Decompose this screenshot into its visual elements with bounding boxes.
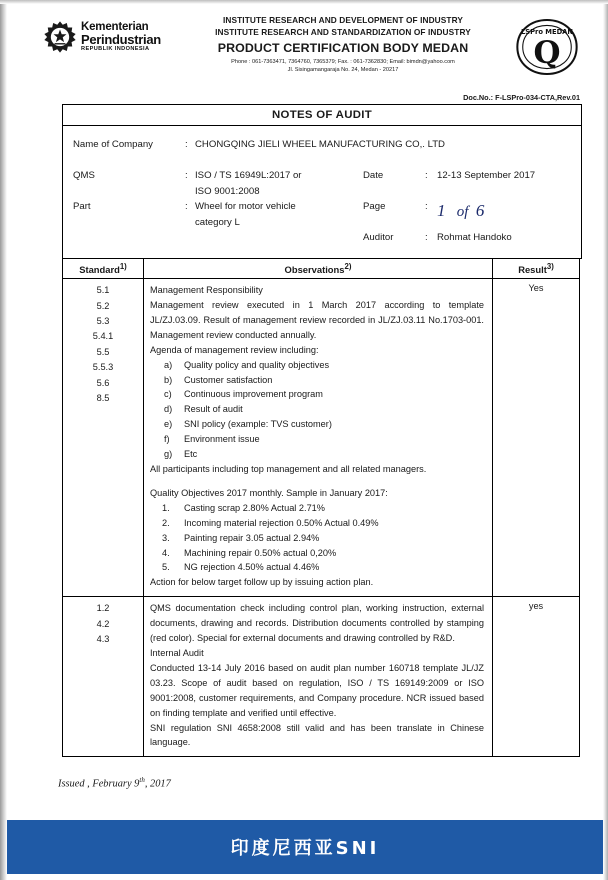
row-1-standards	[63, 279, 144, 597]
page-handwritten	[437, 201, 484, 221]
qms-label: QMS	[73, 170, 95, 181]
field-qms	[73, 170, 302, 181]
date-label: Date	[363, 170, 384, 181]
gear-logo-icon	[43, 20, 77, 54]
table-row	[63, 597, 580, 757]
company-colon: :	[185, 139, 188, 150]
scan-edge-top	[0, 0, 608, 4]
row-1-objective-mark-1: 2.	[162, 517, 170, 528]
row-1-objective-text-2: Painting repair 3.05 actual 2.94%	[184, 532, 320, 543]
row-1-para-2: Management review executed in 1 March 2017 according to template JL/ZJ.03.09. Result of management review recorded in JL/ZJ.03.11 No.1703-001. Management review conducted annually.	[150, 300, 484, 340]
auditor-value: Rohmat Handoko	[437, 232, 512, 243]
row-1-agenda-text-5: Environment issue	[184, 434, 260, 445]
page-colon: :	[425, 201, 428, 212]
row-1-result: Yes	[493, 279, 580, 597]
row-1-agenda-mark-4: e)	[164, 419, 173, 430]
institute-title-block	[178, 14, 508, 74]
part-label: Part	[73, 201, 91, 212]
row-1-agenda-text-4: SNI policy (example: TVS customer)	[184, 419, 332, 430]
row-1-agenda-list	[150, 358, 484, 462]
field-part	[73, 201, 296, 212]
row-1-objective-text-4: NG rejection 4.50% actual 4.46%	[184, 562, 320, 573]
issued-sup: th	[139, 776, 145, 784]
header-result-label: Result	[518, 264, 547, 276]
row-1-standard-3: 5.4.1	[92, 331, 114, 342]
row-2-para-4: SNI regulation SNI 4658:2008 still valid and has been translate in Chinese language.	[150, 722, 484, 748]
lspro-medan-stamp-icon	[513, 16, 581, 78]
date-colon: :	[425, 170, 428, 181]
row-1-standard-5: 5.5.3	[92, 362, 114, 373]
footer-band	[7, 820, 603, 874]
row-2-standard-2: 4.3	[96, 634, 110, 645]
row-2-standard-1: 4.2	[96, 618, 110, 629]
issued-suffix: , 2017	[144, 778, 171, 790]
field-date	[363, 170, 535, 181]
audit-findings-table	[62, 258, 580, 757]
header-observations-label: Observations	[284, 264, 345, 276]
ministry-logo-text	[81, 22, 161, 53]
row-1-agenda-text-2: Continuous improvement program	[184, 389, 323, 400]
row-2-result: yes	[493, 597, 580, 757]
list-item	[164, 447, 484, 462]
document-header	[38, 14, 583, 86]
row-2-standards	[63, 597, 144, 757]
field-auditor	[363, 232, 512, 243]
row-1-objective-mark-0: 1.	[162, 502, 170, 513]
notes-of-audit-box	[62, 104, 582, 259]
header-observations	[144, 259, 493, 279]
row-1-objectives-list	[150, 501, 484, 576]
issued-prefix: Issued , February 9	[58, 778, 140, 790]
contact-line-1: Phone : 061-7363471, 7364760, 7365379; Fax. : 061-7362830; Email: bimdn@yahoo.com	[231, 58, 455, 65]
list-item	[164, 387, 484, 402]
list-item	[164, 373, 484, 388]
row-2-standard-0: 1.2	[96, 603, 110, 614]
issued-date	[58, 776, 171, 789]
date-value: 12-13 September 2017	[437, 170, 536, 181]
header-standard	[63, 259, 144, 279]
table-header-row	[63, 259, 580, 279]
row-1-agenda-mark-6: g)	[164, 449, 173, 460]
row-2-para-3: Conducted 13-14 July 2016 based on audit plan number 160718 template JL/JZ 03.23. Scope of audit based on regulation, ISO / TS 169149:2009 or ISO 9001:2008, customer requirements, and Company procedure. NCR issued based on finding template and verified until effective.	[150, 662, 484, 718]
part-value-line-1: Wheel for motor vehicle	[195, 201, 296, 212]
page-label: Page	[363, 201, 386, 212]
row-1-agenda-mark-2: c)	[164, 389, 172, 400]
row-1-objective-text-1: Incoming material rejection 0.50% Actual 0.49%	[184, 517, 379, 528]
auditor-label: Auditor	[363, 232, 394, 243]
row-1-para-1: Management Responsibility	[150, 285, 263, 296]
part-value-line-2-row	[195, 217, 240, 228]
company-value: CHONGQING JIELI WHEEL MANUFACTURING CO,. LTD	[195, 139, 445, 150]
institute-title-line-1: INSTITUTE RESEARCH AND DEVELOPMENT OF INDUSTRY	[223, 15, 463, 25]
contact-line-2: Jl. Sisingamangaraja No. 24, Medan - 20217	[287, 66, 399, 73]
row-1-agenda-text-6: Etc	[184, 449, 198, 460]
header-observations-sup: 2)	[344, 262, 352, 271]
header-standard-sup: 1)	[119, 262, 127, 271]
footer-text: 印度尼西亚SNI	[230, 838, 380, 859]
row-1-para-4: Quality Objectives 2017 monthly. Sample in January 2017:	[150, 487, 388, 498]
list-item	[164, 358, 484, 373]
svg-text:Q: Q	[533, 35, 561, 72]
row-2-para-1: QMS documentation check including control plan, working instruction, external documents, drawing and records. Distribution documents controlled by stamping (red color). Special for external documents and drawing controlled by R&D.	[150, 603, 484, 644]
ministry-logo-block	[43, 20, 183, 54]
row-1-standard-6: 5.6	[96, 377, 110, 388]
header-standard-label: Standard	[79, 264, 120, 276]
field-page	[363, 201, 484, 221]
header-result-sup: 3)	[546, 262, 554, 271]
qms-value-line-1: ISO / TS 16949L:2017 or	[195, 170, 302, 181]
row-1-agenda-text-0: Quality policy and quality objectives	[184, 359, 330, 370]
table-row	[63, 279, 580, 597]
row-1-para-3: All participants including top management and all related managers.	[150, 464, 427, 474]
row-1-objective-mark-4: 5.	[162, 562, 170, 573]
company-label: Name of Company	[73, 139, 153, 150]
list-item	[164, 432, 484, 447]
field-company	[73, 139, 445, 150]
list-item	[164, 417, 484, 432]
row-1-agenda-mark-5: f)	[164, 434, 170, 445]
ministry-line-3: REPUBLIK INDONESIA	[81, 45, 150, 52]
list-item	[164, 402, 484, 417]
ministry-line-2: Perindustrian	[81, 32, 161, 48]
doc-number: Doc.No.: F-LSPro-034-CTA,Rev.01	[463, 93, 580, 102]
list-item	[162, 546, 484, 561]
row-1-standard-1: 5.2	[96, 300, 110, 311]
row-1-observations	[144, 279, 493, 597]
certification-body-title: PRODUCT CERTIFICATION BODY MEDAN	[217, 40, 469, 55]
ministry-line-1: Kementerian	[81, 20, 149, 33]
row-2-para-2: Internal Audit	[150, 647, 204, 658]
row-1-agenda-mark-3: d)	[164, 404, 173, 415]
row-1-agenda-text-1: Customer satisfaction	[184, 374, 273, 385]
part-value-line-2: category L	[195, 217, 240, 228]
page-current: 1	[437, 201, 446, 220]
page-of: of	[456, 204, 469, 220]
row-1-agenda-mark-0: a)	[164, 359, 173, 370]
row-1-para-5: Action for below target follow up by issuing action plan.	[150, 577, 374, 588]
part-colon: :	[185, 201, 188, 212]
qms-value-line-2: ISO 9001:2008	[195, 186, 260, 197]
row-1-standard-0: 5.1	[96, 285, 110, 296]
row-1-objective-mark-2: 3.	[162, 532, 170, 543]
row-1-agenda-text-3: Result of audit	[184, 404, 243, 415]
list-item	[162, 516, 484, 531]
list-item	[162, 501, 484, 516]
row-1-spacer	[150, 477, 484, 486]
row-2-observations	[144, 597, 493, 757]
qms-value-line-2-row	[195, 186, 260, 197]
notes-of-audit-body	[63, 126, 581, 258]
qms-colon: :	[185, 170, 188, 181]
list-item	[162, 531, 484, 546]
institute-title-line-2: INSTITUTE RESEARCH AND STANDARDIZATION OF INDUSTRY	[215, 27, 471, 38]
row-1-objective-mark-3: 4.	[162, 547, 170, 558]
row-1-agenda-intro: Agenda of management review including:	[150, 344, 319, 355]
notes-of-audit-title: NOTES OF AUDIT	[63, 105, 581, 126]
row-1-objective-text-3: Machining repair 0.50% actual 0,20%	[184, 547, 337, 558]
row-1-agenda-mark-1: b)	[164, 374, 173, 385]
row-1-objective-text-0: Casting scrap 2.80% Actual 2.71%	[184, 502, 325, 513]
row-1-standard-4: 5.5	[96, 346, 110, 357]
scan-edge-right	[603, 0, 608, 880]
row-1-standard-2: 5.3	[96, 316, 110, 327]
header-result	[493, 259, 580, 279]
svg-text:LSPro MEDAN: LSPro MEDAN	[521, 28, 573, 37]
auditor-colon: :	[425, 232, 428, 243]
row-1-standard-7: 8.5	[96, 393, 110, 404]
list-item	[162, 560, 484, 575]
page-total: 6	[475, 201, 485, 220]
scan-edge-left	[0, 0, 7, 880]
